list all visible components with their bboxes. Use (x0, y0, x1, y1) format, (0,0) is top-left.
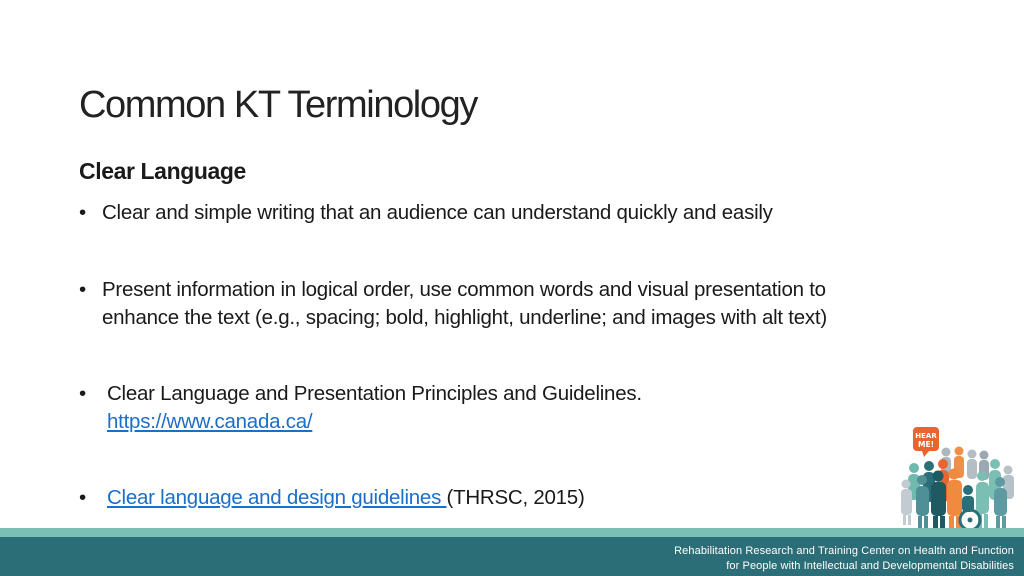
bullet-item (79, 380, 642, 436)
bullet-dot: • (79, 382, 86, 405)
guidelines-link[interactable]: Clear language and design guidelines (107, 486, 447, 509)
hear-me-logo-icon (896, 424, 1020, 532)
section-heading: Clear Language (79, 158, 246, 184)
footer-line-1: Rehabilitation Research and Training Center on Health and Function (674, 545, 1014, 557)
bullet-dot: • (79, 278, 86, 301)
bullet-item (79, 199, 773, 227)
footer-accent-strip (0, 528, 1024, 537)
hear-me-badge-icon (913, 427, 939, 457)
bullet-text: Present information in logical order, use common words and visual presentation to (102, 278, 826, 301)
bullet-text: Clear and simple writing that an audience can understand quickly and easily (102, 201, 773, 224)
bullet-text: Clear Language and Presentation Principles and Guidelines. (107, 382, 642, 405)
bullet-dot: • (79, 201, 86, 224)
slide-title: Common KT Terminology (79, 84, 477, 126)
footer-organization-text (674, 544, 1014, 574)
bullet-text: enhance the text (e.g., spacing; bold, highlight, underline; and images with alt text) (102, 306, 827, 329)
bullet-item (79, 484, 585, 512)
badge-line2: ME! (917, 440, 935, 449)
canada-link[interactable]: https://www.canada.ca/ (107, 410, 313, 433)
badge-line1: HEAR (915, 432, 937, 440)
bullet-item (79, 276, 827, 332)
bullet-dot: • (79, 486, 86, 509)
citation-text: (THRSC, 2015) (446, 486, 585, 509)
footer-bar (0, 537, 1024, 576)
footer-line-2: for People with Intellectual and Developmental Disabilities (726, 560, 1014, 572)
